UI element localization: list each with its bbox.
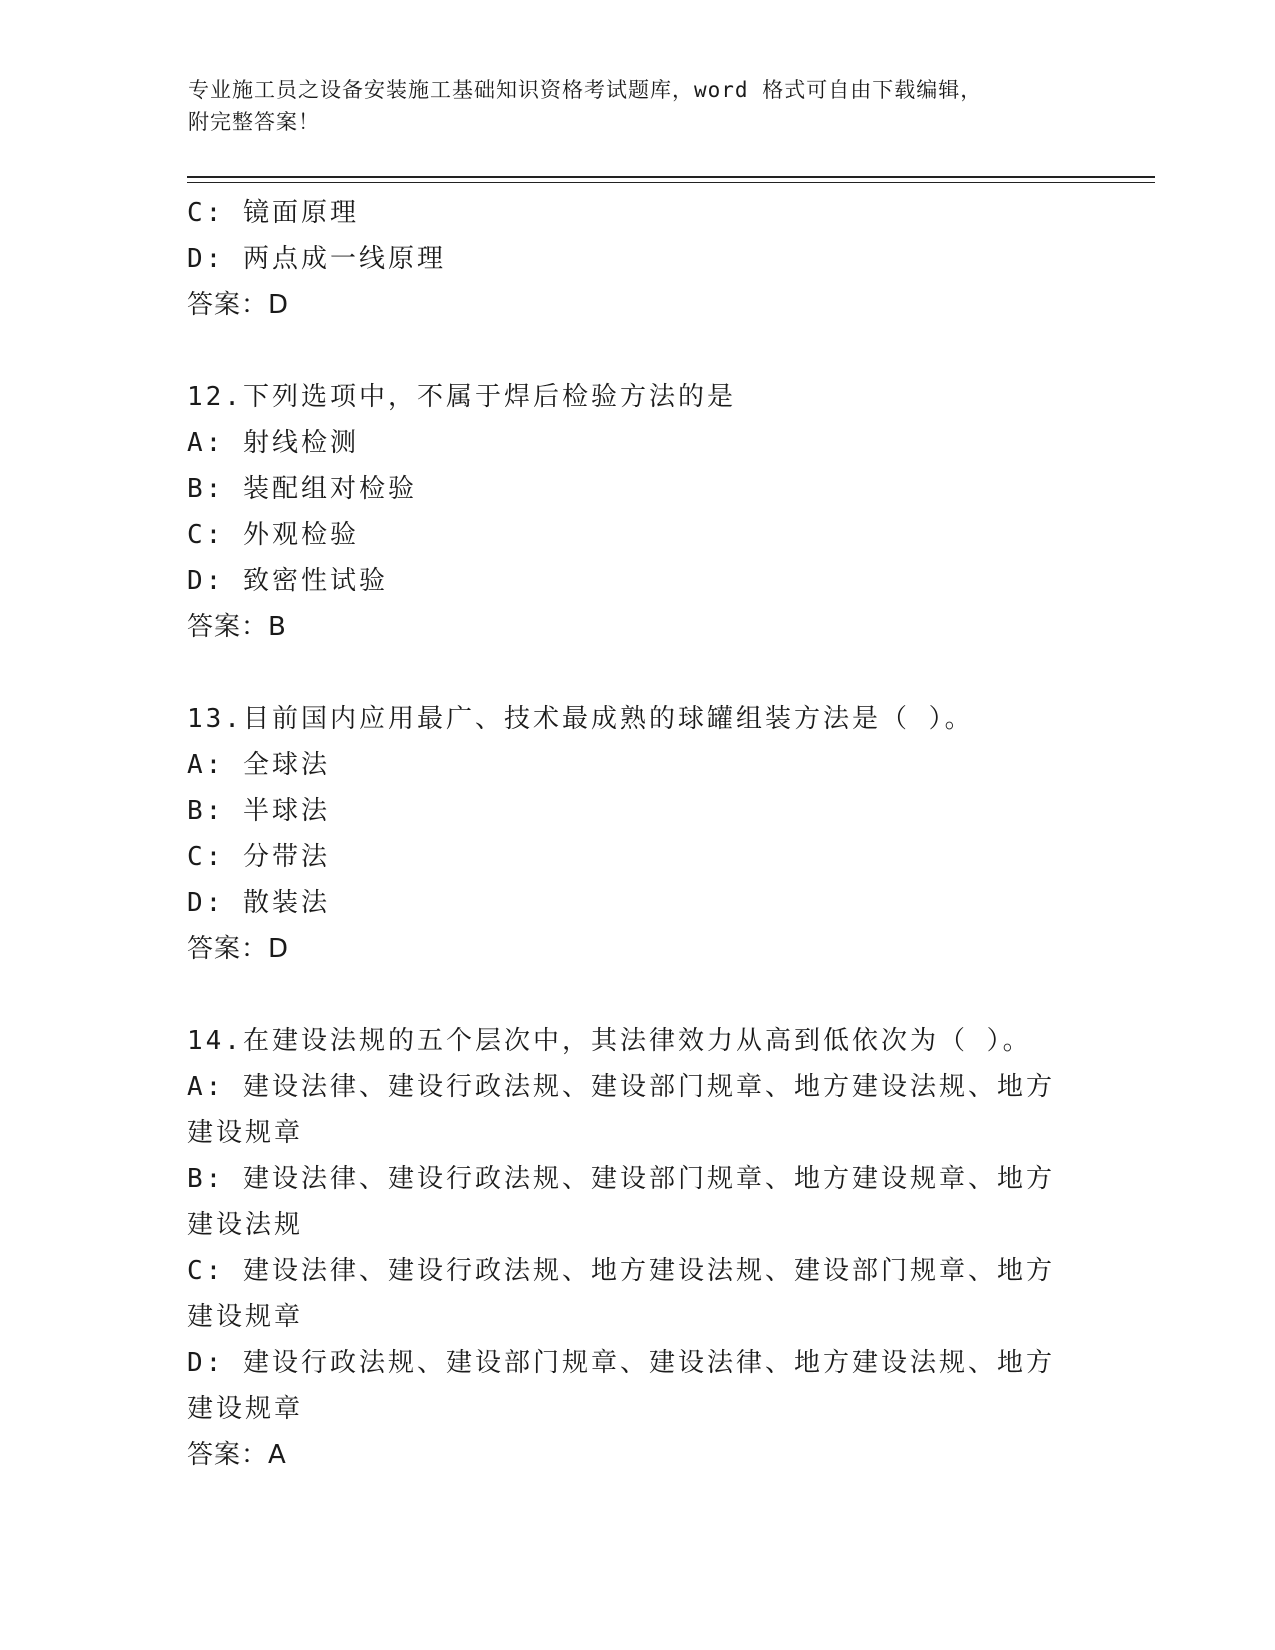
option-a: A: 全球法 [187, 750, 330, 780]
option-a: A: 射线检测 [187, 428, 359, 458]
option-b: B: 半球法 [187, 796, 330, 826]
header-line-2: 附完整答案！ [188, 110, 320, 134]
question-stem: 13.目前国内应用最广、技术最成熟的球罐组装方法是（ ）。 [187, 704, 974, 734]
option-a: A: 建设法律、建设行政法规、建设部门规章、地方建设法规、地方建设规章 [187, 1072, 1055, 1148]
spacer [187, 650, 1087, 696]
option-b: B: 建设法律、建设行政法规、建设部门规章、地方建设规章、地方建设法规 [187, 1164, 1055, 1240]
answer-line: 答案：D [187, 934, 290, 964]
option-c: C: 分带法 [187, 842, 330, 872]
question-12 [187, 374, 1087, 650]
question-14 [187, 1018, 1087, 1478]
answer-line: 答案：D [187, 290, 290, 320]
header-line-1: 专业施工员之设备安装施工基础知识资格考试题库，word 格式可自由下载编辑， [188, 78, 983, 102]
answer-line: 答案：B [187, 612, 287, 642]
spacer [187, 972, 1087, 1018]
header-divider-thick [187, 176, 1155, 178]
option-c: C: 外观检验 [187, 520, 359, 550]
question-stem: 12.下列选项中，不属于焊后检验方法的是 [187, 382, 736, 412]
option-c: C: 建设法律、建设行政法规、地方建设法规、建设部门规章、地方建设规章 [187, 1256, 1055, 1332]
document-header [188, 74, 1068, 138]
previous-question-tail [187, 190, 1087, 328]
question-13 [187, 696, 1087, 972]
answer-line: 答案：A [187, 1440, 287, 1470]
option-d: D: 散装法 [187, 888, 330, 918]
option-d: D: 建设行政法规、建设部门规章、建设法律、地方建设法规、地方建设规章 [187, 1348, 1055, 1424]
question-stem: 14.在建设法规的五个层次中，其法律效力从高到低依次为（ ）。 [187, 1026, 1032, 1056]
header-divider-thin [187, 182, 1155, 183]
option-c: C: 镜面原理 [187, 198, 359, 228]
question-content [187, 190, 1087, 1478]
option-d: D: 致密性试验 [187, 566, 388, 596]
spacer [187, 328, 1087, 374]
option-d: D: 两点成一线原理 [187, 244, 446, 274]
option-b: B: 装配组对检验 [187, 474, 417, 504]
